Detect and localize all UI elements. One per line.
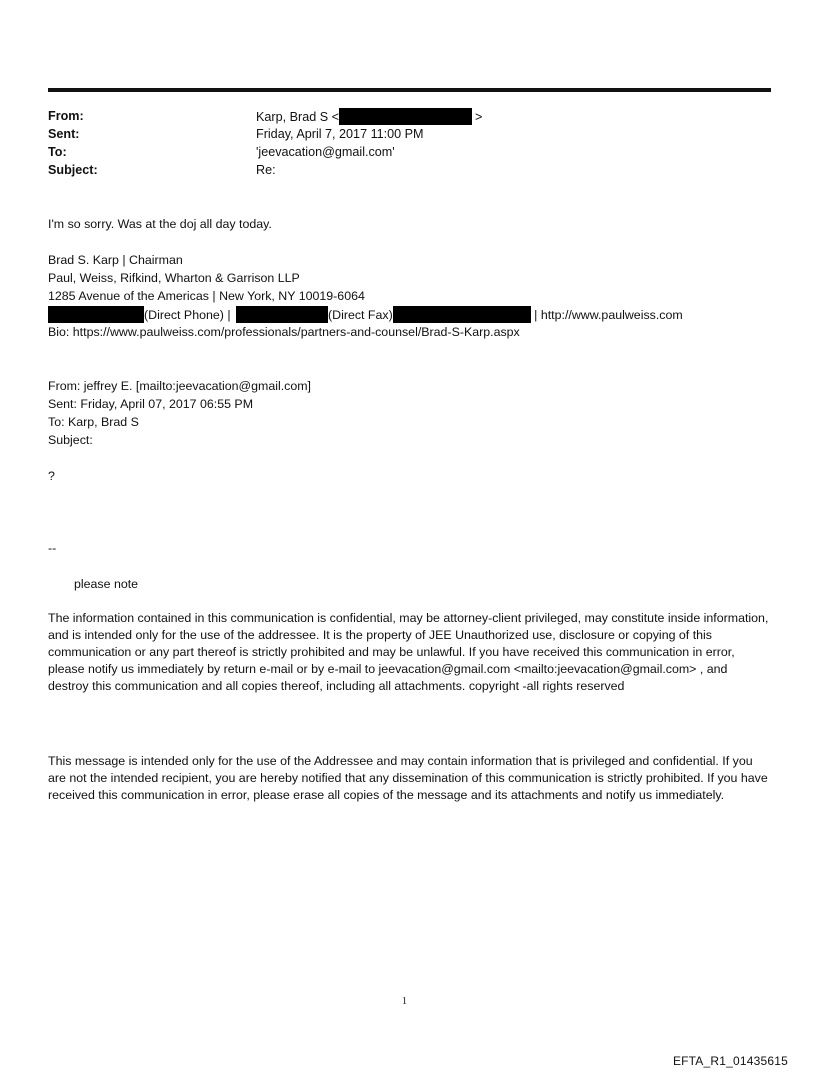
sent-value: Friday, April 7, 2017 11:00 PM [256,127,424,141]
quoted-to: To: Karp, Brad S [48,415,139,429]
signature-name: Brad S. Karp | Chairman [48,253,183,267]
subject-label: Subject: [48,163,98,177]
sent-row [48,126,748,143]
page-number: 1 [402,996,407,1007]
subject-row [48,162,748,179]
redacted-email [339,108,472,125]
signature-firm: Paul, Weiss, Rifkind, Wharton & Garrison LLP [48,271,300,285]
header-rule [48,88,771,92]
quoted-sent: Sent: Friday, April 07, 2017 06:55 PM [48,397,254,411]
quoted-question: ? [48,469,55,483]
to-label: To: [48,145,67,159]
from-value: Karp, Brad S < > [256,110,483,124]
signature-bio[interactable]: Bio: https://www.paulweiss.com/professionals/partners-and-counsel/Brad-S-Karp.aspx [48,325,520,339]
redacted-contact [393,306,531,323]
sent-label: Sent: [48,127,80,141]
redacted-phone [48,306,144,323]
quoted-dashes: -- [48,541,57,555]
to-value: 'jeevacation@gmail.com' [256,145,395,159]
fax-label: (Direct Fax) [328,308,393,322]
please-note: please note [74,577,139,591]
phone-label: (Direct Phone) | [144,308,231,322]
from-label: From: [48,109,84,123]
from-row [48,108,748,125]
quoted-from: From: jeffrey E. [mailto:jeevacation@gmail.com] [48,379,312,393]
website-link[interactable]: | http://www.paulweiss.com [534,308,683,322]
body-opening: I'm so sorry. Was at the doj all day today. [48,217,272,231]
signature-contact [48,306,683,323]
redacted-fax-number [236,306,328,323]
confidentiality-notice: The information contained in this communication is confidential, may be attorney-client privileged, may constitute inside information, and is intended only for the use of the addressee. It is the property of JEE Unauthorized use, disclosure or copying of this communication or any part thereof is strictly prohibited and may be unlawful. If you have received this communication in error, please notify us immediately by return e-mail or by e-mail to jeevacation@gmail.com <mailto:jeevacation@gmail.com> , and destroy this communication and all copies thereof, including all attachments. copyright -all rights reserved [48,611,769,693]
subject-value: Re: [256,163,276,177]
quoted-subject: Subject: [48,433,93,447]
signature-address: 1285 Avenue of the Americas | New York, NY 10019-6064 [48,289,365,303]
document-id: EFTA_R1_01435615 [672,1054,788,1068]
to-row [48,144,748,161]
disclaimer: This message is intended only for the use of the Addressee and may contain information that is privileged and confidential. If you are not the intended recipient, you are hereby notified that any dissemination of this communication is strictly prohibited. If you have received this communication in error, please erase all copies of the message and its attachments and notify us immediately. [48,754,768,802]
